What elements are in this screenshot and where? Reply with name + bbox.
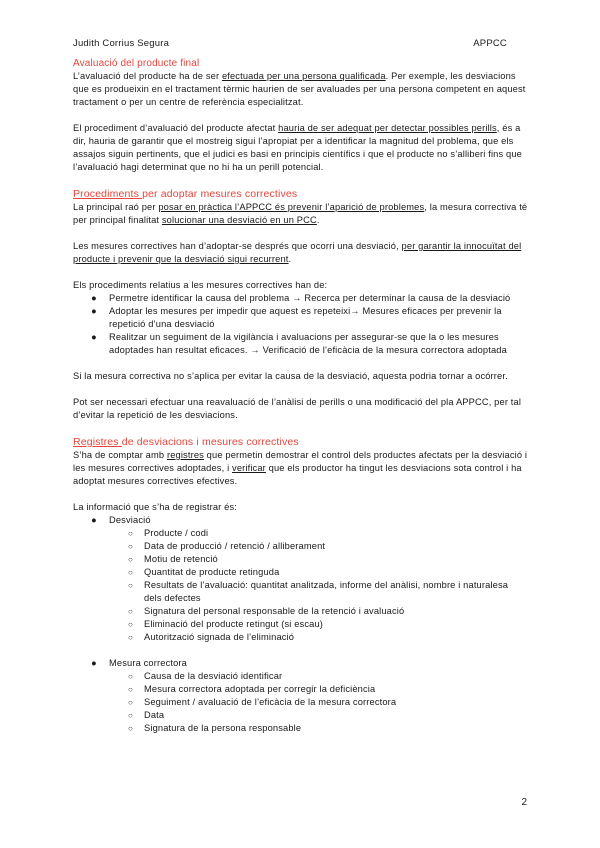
sub-list-item: ○ Seguiment / avaluació de l’eficàcia de la mesura correctora xyxy=(128,697,397,707)
document-body xyxy=(73,57,528,735)
list-item: ● Adoptar les mesures per impedir que aquest es repeteixi→ Mesures eficaces per prevenir la repetició d’una desviació xyxy=(91,306,502,329)
sub-list-item: ○ Resultats de l’avaluació: quantitat analitzada, informe del anàlisi, nombre i naturalesa dels defectes xyxy=(128,580,509,603)
sub-list-item: ○ Motiu de retenció xyxy=(128,554,218,564)
paragraph: Les mesures correctives han d’adoptar-se després que ocorri una desviació, per garantir la innocuïtat del producte i prevenir que la desviació sigui recurrent. xyxy=(73,241,522,264)
sub-list-item: ○ Data de producció / retenció / alliberament xyxy=(128,541,326,551)
header-author: Judith Corrius Segura xyxy=(73,38,170,49)
sub-list-item: ○ Signatura del personal responsable de la retenció i avaluació xyxy=(128,606,405,616)
circle-bullet-icon: ○ xyxy=(128,724,133,733)
bullet-icon: ● xyxy=(91,293,97,303)
circle-bullet-icon: ○ xyxy=(128,672,133,681)
paragraph: S’ha de comptar amb registres que permetin demostrar el control dels productes afectats per la desviació i les mesures correctives adoptades, i verificar que els productor ha tingut les desviacions sota control i ha adoptat mesures correctives efectives. xyxy=(73,450,528,486)
circle-bullet-icon: ○ xyxy=(128,698,133,707)
circle-bullet-icon: ○ xyxy=(128,711,133,720)
bullet-list xyxy=(73,292,528,357)
page-number: 2 xyxy=(521,797,527,808)
circle-bullet-icon: ○ xyxy=(128,607,133,616)
list-item-corrective-measure: ● Mesura correctora xyxy=(91,658,187,668)
records-list xyxy=(73,514,528,644)
sub-list-item: ○ Signatura de la persona responsable xyxy=(128,723,302,733)
section-title-records: Registres de desviacions i mesures correctives xyxy=(73,436,299,448)
circle-bullet-icon: ○ xyxy=(128,529,133,538)
circle-bullet-icon: ○ xyxy=(128,685,133,694)
paragraph: El procediment d’avaluació del producte afectat hauria de ser adequat per detectar possibles perills, és a dir, hauria de garantir que el mostreig sigui l’apropiat per a identificar la magnitud del problema, que els assajos siguin pertinents, que el judici es basi en principis científics i que el producte no s’alliberi fins que l’avaluació hagi determinat que no hi ha un perill potencial. xyxy=(73,123,522,172)
list-item: ● Permetre identificar la causa del problema → Recerca per determinar la causa de la desviació xyxy=(91,293,511,303)
sub-list-item: ○ Causa de la desviació identificar xyxy=(128,671,283,681)
sub-list-item: ○ Quantitat de producte retinguda xyxy=(128,567,280,577)
circle-bullet-icon: ○ xyxy=(128,555,133,564)
sub-list-item: ○ Eliminació del producte retingut (si escau) xyxy=(128,619,324,629)
circle-bullet-icon: ○ xyxy=(128,568,133,577)
paragraph: La principal raó per posar en pràctica l’APPCC és prevenir l’aparició de problemes, la mesura correctiva té per principal finalitat solucionar una desviació en un PCC. xyxy=(73,202,528,225)
list-item: ● Realitzar un seguiment de la vigilància i avaluacions per assegurar-se que la o les mesures adoptades han resultat eficaces. → Verificació de l’eficàcia de la mesura correctora adoptada xyxy=(91,332,507,355)
circle-bullet-icon: ○ xyxy=(128,542,133,551)
sub-list-item: ○ Autorització signada de l’eliminació xyxy=(128,632,295,642)
paragraph: Pot ser necessari efectuar una reavaluació de l’anàlisi de perills o una modificació del pla APPCC, per tal d’evitar la repetició de les desviacions. xyxy=(73,397,522,420)
paragraph: Els procediments relatius a les mesures correctives han de: xyxy=(73,280,328,290)
sub-list-item: ○ Producte / codi xyxy=(128,528,209,538)
list-item-deviation: ● Desviació xyxy=(91,515,151,525)
bullet-icon: ● xyxy=(91,658,97,668)
circle-bullet-icon: ○ xyxy=(128,633,133,642)
sub-list-item: ○ Mesura correctora adoptada per corregir la deficiència xyxy=(128,684,376,694)
circle-bullet-icon: ○ xyxy=(128,581,133,590)
records-list-corrective xyxy=(73,657,528,735)
sub-list-item: ○ Data xyxy=(128,710,165,720)
section-title-corrective-procedures: Procediments per adoptar mesures correctives xyxy=(73,188,298,200)
bullet-icon: ● xyxy=(91,515,97,525)
paragraph: La informació que s’ha de registrar és: xyxy=(73,502,237,512)
paragraph: Si la mesura correctiva no s’aplica per evitar la causa de la desviació, aquesta podria tornar a ocórrer. xyxy=(73,371,508,381)
section-title-final-evaluation: Avaluació del producte final xyxy=(73,58,200,69)
bullet-icon: ● xyxy=(91,332,97,342)
circle-bullet-icon: ○ xyxy=(128,620,133,629)
paragraph: L’avaluació del producte ha de ser efectuada per una persona qualificada. Per exemple, les desviacions que es produeixin en el tractament tèrmic haurien de ser avaluades per una persona competent en aquest tractament o per un centre de referència especialitzat. xyxy=(73,71,526,107)
bullet-icon: ● xyxy=(91,306,97,316)
header-course: APPCC xyxy=(473,38,507,49)
